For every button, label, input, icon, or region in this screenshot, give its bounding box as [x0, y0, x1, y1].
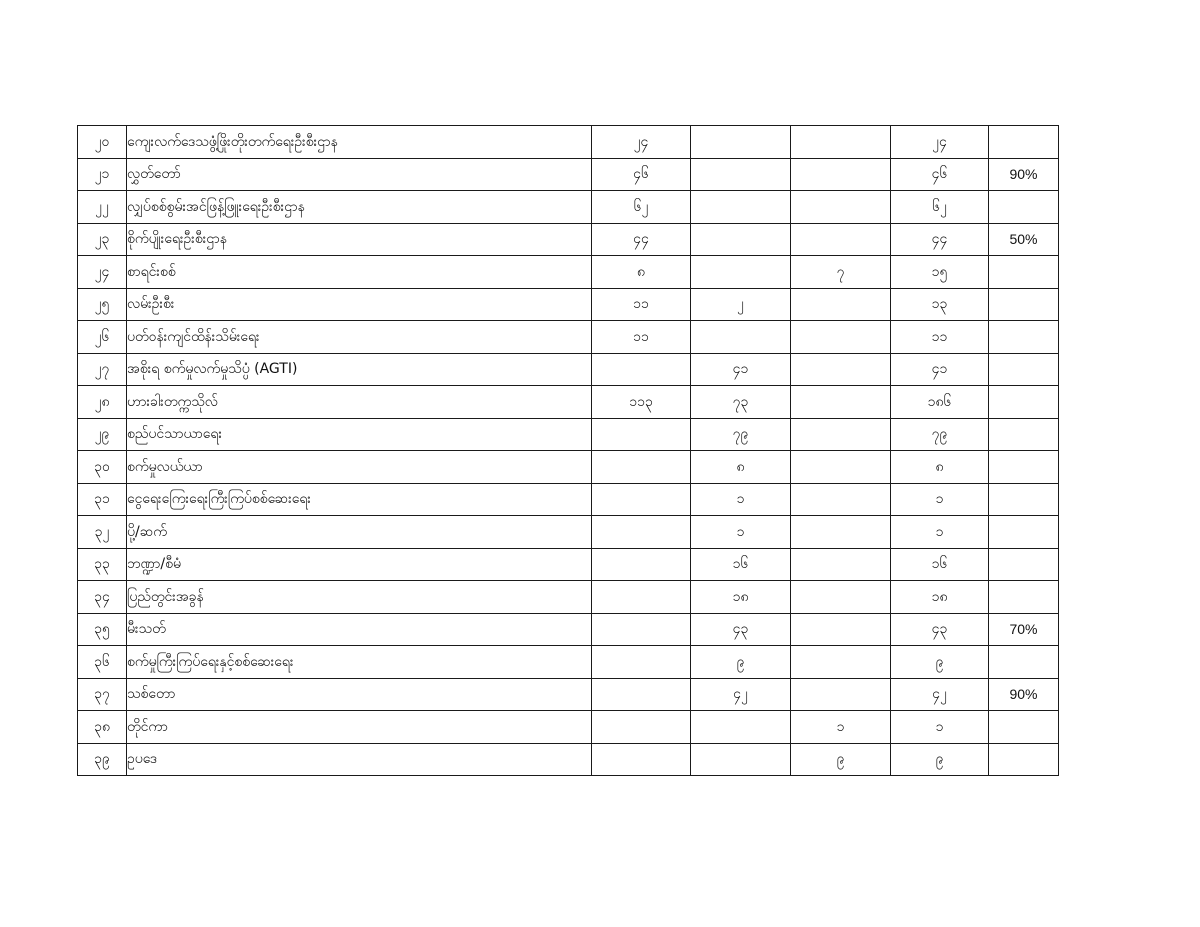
- percentage: [989, 353, 1059, 386]
- department-name: ဘဏ္ဍာ/စီမံ: [127, 548, 592, 581]
- count-col-3: ၇: [791, 256, 891, 289]
- total-count: ၇၉: [891, 418, 989, 451]
- percentage: [989, 646, 1059, 679]
- count-col-3: [791, 483, 891, 516]
- department-name: စက်မှုလယ်ယာ: [127, 451, 592, 484]
- percentage: [989, 418, 1059, 451]
- row-number: ၂၃: [78, 223, 127, 256]
- count-col-1: [592, 613, 691, 646]
- table-row: [78, 646, 1059, 679]
- count-col-3: [791, 678, 891, 711]
- row-number: ၂၂: [78, 191, 127, 224]
- percentage: 50%: [989, 223, 1059, 256]
- table-row: [78, 158, 1059, 191]
- count-col-1: [592, 711, 691, 744]
- row-number: ၂၈: [78, 386, 127, 419]
- percentage: [989, 548, 1059, 581]
- row-number: ၃၉: [78, 743, 127, 776]
- table-row: [78, 581, 1059, 614]
- department-name: ဥပဒေ: [127, 743, 592, 776]
- count-col-1: ၁၁: [592, 288, 691, 321]
- count-col-3: [791, 418, 891, 451]
- count-col-1: [592, 516, 691, 549]
- count-col-3: [791, 353, 891, 386]
- count-col-2: [691, 321, 791, 354]
- count-col-3: [791, 646, 891, 679]
- count-col-2: ၂: [691, 288, 791, 321]
- table-row: [78, 353, 1059, 386]
- row-number: ၂၆: [78, 321, 127, 354]
- percentage: [989, 126, 1059, 159]
- department-name: မီးသတ်: [127, 613, 592, 646]
- table-body: [78, 126, 1059, 776]
- row-number: ၃၀: [78, 451, 127, 484]
- count-col-3: [791, 126, 891, 159]
- percentage: 70%: [989, 613, 1059, 646]
- count-col-2: ၈: [691, 451, 791, 484]
- table-row: [78, 516, 1059, 549]
- table-row: [78, 288, 1059, 321]
- count-col-1: [592, 646, 691, 679]
- row-number: ၃၇: [78, 678, 127, 711]
- total-count: ၁၈: [891, 581, 989, 614]
- table-row: [78, 678, 1059, 711]
- total-count: ၁၁: [891, 321, 989, 354]
- department-name: ငွေရေးကြေးရေးကြီးကြပ်စစ်ဆေးရေး: [127, 483, 592, 516]
- percentage: [989, 191, 1059, 224]
- count-col-2: [691, 158, 791, 191]
- count-col-1: [592, 548, 691, 581]
- table-row: [78, 386, 1059, 419]
- department-name: စည်ပင်သာယာရေး: [127, 418, 592, 451]
- department-name: စက်မှုကြီးကြပ်ရေးနှင့်စစ်ဆေးရေး: [127, 646, 592, 679]
- count-col-2: [691, 743, 791, 776]
- count-col-2: ၁: [691, 516, 791, 549]
- table-row: [78, 191, 1059, 224]
- count-col-1: ၁၁: [592, 321, 691, 354]
- department-name: လျှပ်စစ်စွမ်းအင်ဖြန့်ဖြူးရေးဦးစီးဌာန: [127, 191, 592, 224]
- department-table: [77, 125, 1059, 776]
- count-col-1: ၈: [592, 256, 691, 289]
- count-col-1: ၆၂: [592, 191, 691, 224]
- row-number: ၂၇: [78, 353, 127, 386]
- department-name: လမ်းဦးစီး: [127, 288, 592, 321]
- department-name: ဟားခါးတက္ကသိုလ်: [127, 386, 592, 419]
- department-name: တိုင်ကာ: [127, 711, 592, 744]
- department-name: စိုက်ပျိုးရေးဦးစီးဌာန: [127, 223, 592, 256]
- count-col-3: [791, 548, 891, 581]
- table-row: [78, 613, 1059, 646]
- table-row: [78, 548, 1059, 581]
- count-col-2: ၄၃: [691, 613, 791, 646]
- count-col-2: [691, 191, 791, 224]
- percentage: [989, 711, 1059, 744]
- total-count: ၄၄: [891, 223, 989, 256]
- total-count: ၆၂: [891, 191, 989, 224]
- total-count: ၁၈၆: [891, 386, 989, 419]
- total-count: ၉: [891, 646, 989, 679]
- total-count: ၄၁: [891, 353, 989, 386]
- table-row: [78, 223, 1059, 256]
- count-col-2: ၇၃: [691, 386, 791, 419]
- total-count: ၁၃: [891, 288, 989, 321]
- row-number: ၃၆: [78, 646, 127, 679]
- count-col-1: [592, 418, 691, 451]
- total-count: ၁: [891, 711, 989, 744]
- percentage: [989, 483, 1059, 516]
- row-number: ၃၄: [78, 581, 127, 614]
- count-col-3: [791, 158, 891, 191]
- count-col-2: ၁၈: [691, 581, 791, 614]
- department-name: လွှတ်တော်: [127, 158, 592, 191]
- count-col-1: [592, 743, 691, 776]
- percentage: [989, 743, 1059, 776]
- count-col-3: [791, 581, 891, 614]
- count-col-3: [791, 386, 891, 419]
- percentage: [989, 451, 1059, 484]
- department-name: ကျေးလက်ဒေသဖွံ့ဖြိုးတိုးတက်ရေးဦးစီးဌာန: [127, 126, 592, 159]
- count-col-2: ၁၆: [691, 548, 791, 581]
- count-col-2: ၁: [691, 483, 791, 516]
- table-row: [78, 321, 1059, 354]
- row-number: ၃၁: [78, 483, 127, 516]
- count-col-2: ၉: [691, 646, 791, 679]
- count-col-2: ၇၉: [691, 418, 791, 451]
- total-count: ၂၄: [891, 126, 989, 159]
- count-col-1: ၄၄: [592, 223, 691, 256]
- row-number: ၂၉: [78, 418, 127, 451]
- department-name: ပြည်တွင်းအခွန်: [127, 581, 592, 614]
- total-count: ၁၆: [891, 548, 989, 581]
- count-col-3: [791, 516, 891, 549]
- count-col-3: [791, 321, 891, 354]
- row-number: ၃၃: [78, 548, 127, 581]
- row-number: ၂၁: [78, 158, 127, 191]
- count-col-3: ၁: [791, 711, 891, 744]
- count-col-3: ၉: [791, 743, 891, 776]
- count-col-2: ၄၁: [691, 353, 791, 386]
- percentage: [989, 256, 1059, 289]
- count-col-2: ၄၂: [691, 678, 791, 711]
- table-row: [78, 126, 1059, 159]
- total-count: ၈: [891, 451, 989, 484]
- count-col-2: [691, 223, 791, 256]
- department-name: ပတ်ဝန်းကျင်ထိန်းသိမ်းရေး: [127, 321, 592, 354]
- row-number: ၂၄: [78, 256, 127, 289]
- count-col-2: [691, 256, 791, 289]
- count-col-1: ၂၄: [592, 126, 691, 159]
- department-name: ပို့/ဆက်: [127, 516, 592, 549]
- total-count: ၁: [891, 483, 989, 516]
- count-col-3: [791, 223, 891, 256]
- department-name: အစိုးရ စက်မှုလက်မှုသိပ္ပံ (AGTI): [127, 353, 592, 386]
- total-count: ၁: [891, 516, 989, 549]
- count-col-2: [691, 711, 791, 744]
- table-row: [78, 451, 1059, 484]
- table-row: [78, 256, 1059, 289]
- department-name: စာရင်းစစ်: [127, 256, 592, 289]
- percentage: [989, 288, 1059, 321]
- count-col-1: [592, 451, 691, 484]
- total-count: ၁၅: [891, 256, 989, 289]
- table-row: [78, 743, 1059, 776]
- row-number: ၃၂: [78, 516, 127, 549]
- percentage: [989, 581, 1059, 614]
- count-col-3: [791, 451, 891, 484]
- row-number: ၂၀: [78, 126, 127, 159]
- count-col-3: [791, 191, 891, 224]
- total-count: ၄၆: [891, 158, 989, 191]
- percentage: [989, 321, 1059, 354]
- row-number: ၃၈: [78, 711, 127, 744]
- percentage: 90%: [989, 678, 1059, 711]
- row-number: ၃၅: [78, 613, 127, 646]
- count-col-3: [791, 288, 891, 321]
- count-col-1: [592, 678, 691, 711]
- count-col-1: ၄၆: [592, 158, 691, 191]
- row-number: ၂၅: [78, 288, 127, 321]
- percentage: [989, 516, 1059, 549]
- count-col-1: ၁၁၃: [592, 386, 691, 419]
- count-col-2: [691, 126, 791, 159]
- count-col-1: [592, 353, 691, 386]
- total-count: ၉: [891, 743, 989, 776]
- table-row: [78, 483, 1059, 516]
- percentage: [989, 386, 1059, 419]
- percentage: 90%: [989, 158, 1059, 191]
- table-row: [78, 711, 1059, 744]
- department-name: သစ်တော: [127, 678, 592, 711]
- count-col-1: [592, 581, 691, 614]
- count-col-3: [791, 613, 891, 646]
- table-row: [78, 418, 1059, 451]
- total-count: ၄၃: [891, 613, 989, 646]
- total-count: ၄၂: [891, 678, 989, 711]
- count-col-1: [592, 483, 691, 516]
